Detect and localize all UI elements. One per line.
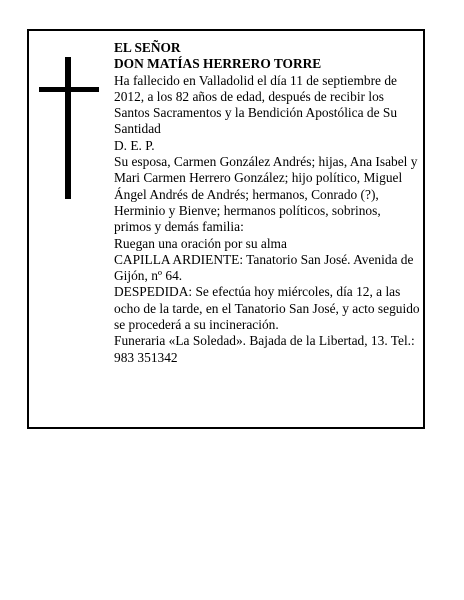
cross-vertical-bar <box>65 57 71 199</box>
cross-horizontal-bar <box>39 87 99 92</box>
chapel-info: CAPILLA ARDIENTE: Tanatorio San José. Avenida de Gijón, nº 64. <box>114 251 414 284</box>
obituary-notice <box>27 29 425 429</box>
family-list: Su esposa, Carmen González Andrés; hijas, Ana Isabel y Mari Carmen Herrero González; hijo político, Miguel Ángel Andrés de Andrés; hermanos, Conrado (?), Herminio y Bienve; hermanos políticos, sobrinos, primos y demás familia: <box>114 154 418 235</box>
notice-title-line1: EL SEÑOR <box>114 40 181 55</box>
rip-line: D. E. P. <box>114 137 155 153</box>
notice-text <box>114 40 420 366</box>
cross-icon <box>39 57 99 199</box>
farewell-info: DESPEDIDA: Se efectúa hoy miércoles, día 12, a las ocho de la tarde, en el Tanatorio San José, y acto seguido se procederá a su incineración. <box>114 284 420 333</box>
notice-title-line2: DON MATÍAS HERRERO TORRE <box>114 56 322 72</box>
prayer-request: Ruegan una oración por su alma <box>114 235 287 251</box>
death-announcement: Ha fallecido en Valladolid el día 11 de septiembre de 2012, a los 82 años de edad, después de recibir los Santos Sacramentos y la Bendición Apostólica de Su Santidad <box>114 72 398 137</box>
funeral-home-info: Funeraria «La Soledad». Bajada de la Libertad, 13. Tel.: 983 351342 <box>114 333 415 365</box>
